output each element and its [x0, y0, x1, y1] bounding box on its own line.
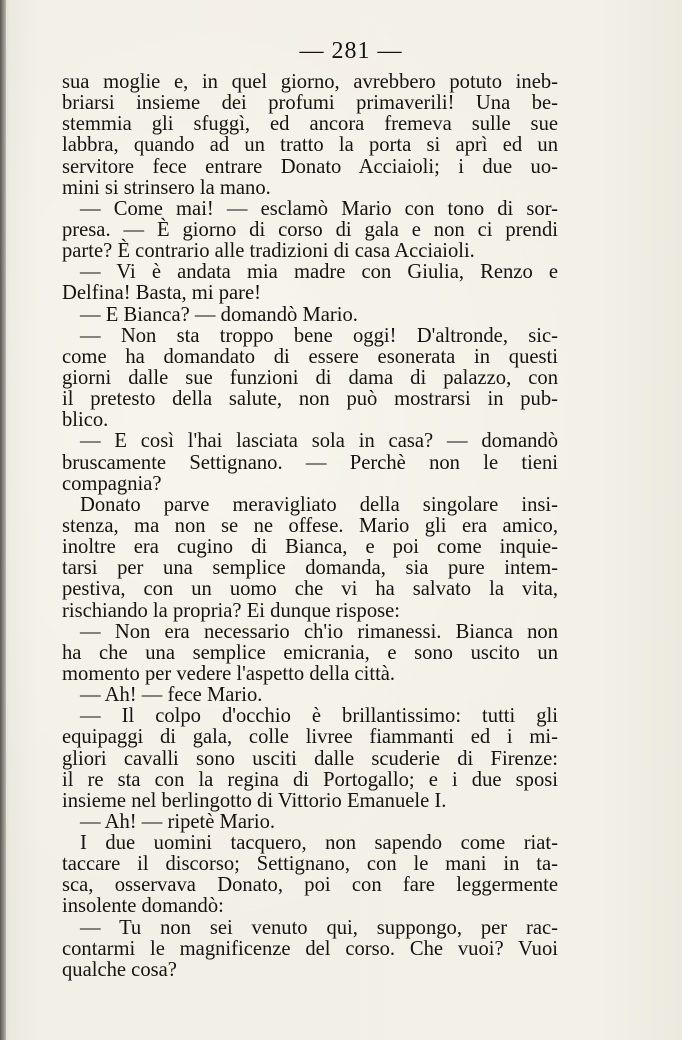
text-line: insieme nel berlingotto di Vittorio Emanuele I.	[62, 789, 447, 812]
text-line: — Il colpo d'occhio è brillantissimo: tutti gli	[80, 705, 558, 728]
text-line: inoltre era cugino di Bianca, e poi come inquie-	[62, 536, 558, 559]
text-line: ha che una semplice emicrania, e sono uscito un	[62, 641, 558, 664]
text-line: labbra, quando ad un tratto la porta si aprì ed un	[62, 134, 558, 157]
text-line: — Ah! — fece Mario.	[80, 684, 263, 707]
text-line: compagnia?	[62, 472, 162, 495]
text-line: bruscamente Settignano. — Perchè non le tieni	[62, 451, 558, 474]
text-line: — Non sta troppo bene oggi! D'altronde, sic-	[80, 324, 558, 347]
text-line: mini si strinsero la mano.	[62, 176, 271, 199]
text-line: — E così l'hai lasciata sola in casa? — domandò	[80, 430, 558, 453]
text-line: stenza, ma non se ne offese. Mario gli era amico,	[62, 514, 558, 537]
text-line: servitore fece entrare Donato Acciaioli; i due uo-	[62, 155, 558, 178]
text-line: momento per vedere l'aspetto della città.	[62, 662, 396, 685]
text-line: rischiando la propria? Ei dunque rispose:	[62, 599, 400, 622]
text-line: — Come mai! — esclamò Mario con tono di sor-	[80, 197, 558, 220]
text-line: Delfina! Basta, mi pare!	[62, 282, 261, 305]
text-line: briarsi insieme dei profumi primaverili! Una be-	[62, 92, 558, 115]
text-line: stemmia gli sfuggì, ed ancora fremeva sulle sue	[62, 113, 558, 136]
text-line: taccare il discorso; Settignano, con le mani in ta-	[62, 853, 558, 876]
text-line: parte? È contrario alle tradizioni di casa Acciaioli.	[62, 240, 475, 263]
text-line: gliori cavalli sono usciti dalle scuderie di Firenze:	[62, 747, 558, 770]
text-line: — Non era necessario ch'io rimanessi. Bianca non	[80, 620, 558, 643]
text-line: blico.	[62, 409, 109, 432]
body-text	[62, 72, 558, 981]
text-line: sca, osservava Donato, poi con fare leggermente	[62, 874, 558, 897]
text-line: il re sta con la regina di Portogallo; e i due sposi	[62, 768, 558, 791]
text-line: — Ah! — ripetè Mario.	[80, 810, 276, 833]
text-line: insolente domandò:	[62, 895, 224, 918]
text-line: Donato parve meravigliato della singolare insi-	[80, 493, 558, 516]
text-line: tarsi per una semplice domanda, sia pure intem-	[62, 557, 558, 580]
text-line: equipaggi di gala, colle livree fiammanti ed i mi-	[62, 726, 558, 749]
text-line: — Vi è andata mia madre con Giulia, Renzo e	[80, 261, 558, 284]
text-line: contarmi le magnificenze del corso. Che vuoi? Vuoi	[62, 937, 558, 960]
text-line: come ha domandato di essere esonerata in questi	[62, 345, 558, 368]
text-line: — Tu non sei venuto qui, suppongo, per rac-	[80, 916, 558, 939]
page-binding-edge	[0, 0, 6, 1040]
text-line: il pretesto della salute, non può mostrarsi in pub-	[62, 388, 558, 411]
text-line: qualche cosa?	[62, 958, 177, 981]
text-line: I due uomini tacquero, non sapendo come riat-	[80, 832, 558, 855]
text-line: sua moglie e, in quel giorno, avrebbero potuto ineb-	[62, 71, 558, 93]
text-line: giorni dalle sue funzioni di dama di palazzo, con	[62, 366, 558, 389]
page-number: — 281 —	[299, 38, 403, 64]
text-line: pestiva, con un uomo che vi ha salvato la vita,	[62, 578, 558, 601]
text-line: presa. — È giorno di corso di gala e non ci prendi	[62, 218, 558, 241]
text-line: — E Bianca? — domandò Mario.	[80, 303, 358, 326]
